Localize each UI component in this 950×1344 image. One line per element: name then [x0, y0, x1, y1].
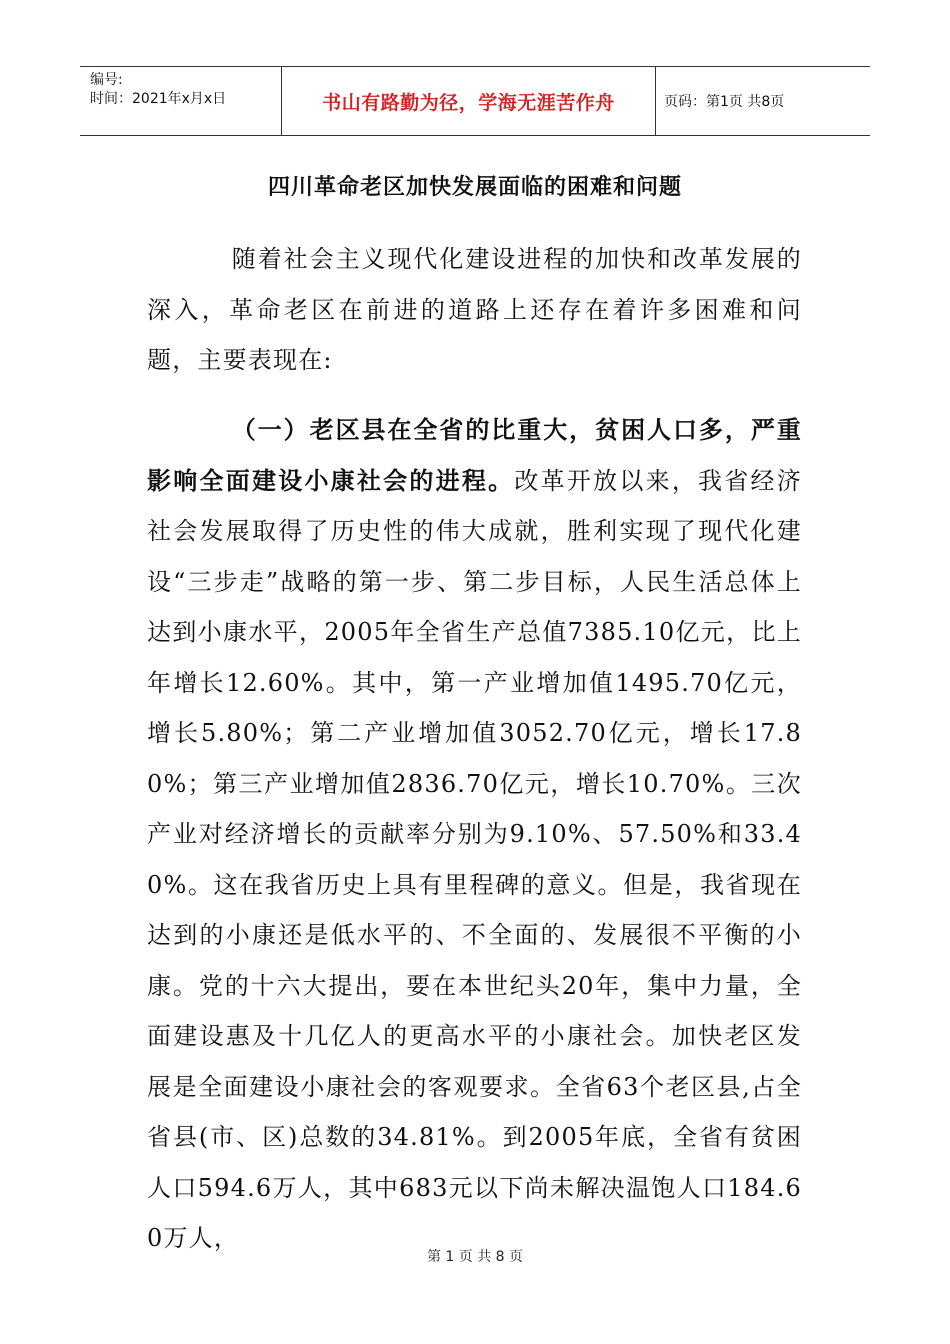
- document-time-label: 时间：2021年x月x日: [90, 91, 227, 107]
- header-slogan-cell: [282, 67, 656, 135]
- header-slogan: 书山有路勤为径，学海无涯苦作舟: [322, 91, 615, 114]
- header-page-info: 页码：第1页 共8页: [664, 94, 785, 110]
- page-footer: 第 1 页 共 8 页: [426, 1249, 524, 1265]
- paragraph-intro-text: 随着社会主义现代化建设进程的加快和改革发展的深入，革命老区在前进的道路上还存在着许多困难和问题，主要表现在:: [147, 245, 802, 374]
- document-title: 四川革命老区加快发展面临的困难和问题: [267, 175, 682, 200]
- page-header: [80, 66, 870, 136]
- section-one-heading: （一）老区县在全省的比重大，贫困人口多，严重影响全面建设小康社会的进程。: [147, 416, 802, 495]
- document-number-label: 编号:: [90, 72, 123, 88]
- paragraph-section-one: [147, 405, 802, 1264]
- paragraph-intro: [147, 234, 802, 386]
- header-page-cell: [656, 67, 870, 135]
- section-one-text: 改革开放以来，我省经济社会发展取得了历史性的伟大成就，胜利实现了现代化建设“三步走”战略的第一步、第二步目标，人民生活总体上达到小康水平，2005年全省生产总值7385.10亿元，比上年增长12.60%。其中，第一产业增加值1495.70亿元，增长5.80%；第二产业增加值3052.70亿元，增长17.80%；第三产业增加值2836.70亿元，增长10.70%。三次产业对经济增长的贡献率分别为9.10%、57.50%和33.40%。这在我省历史上具有里程碑的意义。但是，我省现在达到的小康还是低水平的、不全面的、发展很不平衡的小康。党的十六大提出，要在本世纪头20年，集中力量，全面建设惠及十几亿人的更高水平的小康社会。加快老区发展是全面建设小康社会的客观要求。全省63个老区县,占全省县(市、区)总数的34.81%。到2005年底，全省有贫困人口594.6万人，其中683元以下尚未解决温饱人口184.60万人，: [147, 466, 802, 1252]
- header-meta-cell: [80, 67, 282, 135]
